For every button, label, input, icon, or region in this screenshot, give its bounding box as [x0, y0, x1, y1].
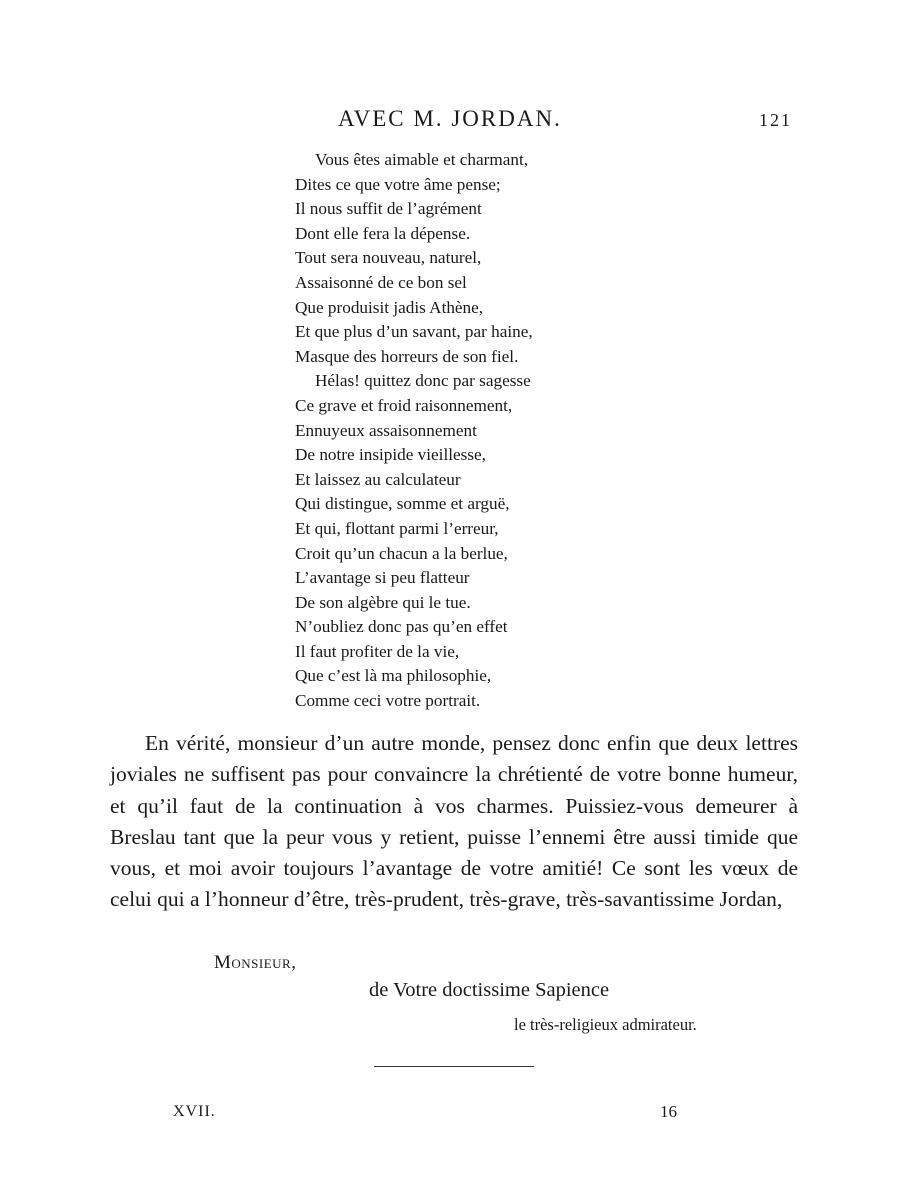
poem-line: N’oubliez donc pas qu’en effet [295, 617, 508, 637]
poem-line: Ce grave et froid raisonnement, [295, 395, 513, 415]
poem-line: Hélas! quittez donc par sagesse [315, 371, 531, 391]
poem-line: Il faut profiter de la vie, [295, 641, 460, 661]
page-number: 121 [759, 110, 792, 130]
poem-line: De son algèbre qui le tue. [295, 592, 471, 612]
closing-line: le très-religieux admirateur. [514, 1015, 697, 1034]
poem-line: Et laissez au calculateur [295, 469, 461, 489]
section-divider [374, 1066, 534, 1067]
poem-line: Dont elle fera la dépense. [295, 223, 471, 243]
poem-line: Ennuyeux assaisonnement [295, 420, 477, 440]
poem-line: Il nous suffit de l’agrément [295, 199, 482, 219]
poem-line: Croit qu’un chacun a la berlue, [295, 543, 508, 563]
closing-line: de Votre doctissime Sapience [369, 979, 610, 1001]
running-title: AVEC M. JORDAN. [338, 106, 562, 131]
poem-line: Que produisit jadis Athène, [295, 297, 484, 317]
poem [295, 148, 715, 714]
sheet-number: 16 [660, 1102, 677, 1121]
poem-line: Dites ce que votre âme pense; [295, 174, 501, 194]
body-paragraph: En vérité, monsieur d’un autre monde, pensez donc enfin que deux lettres joviales ne suffisent pas pour convaincre la chrétienté de votre bonne humeur, et qu’il faut de la continuation à vos charmes. Puissiez-vous demeurer à Breslau tant que la peur vous y retient, puisse l’ennemi être aussi timide que vous, et moi avoir toujours l’avantage de votre amitié! Ce sont les vœux de celui qui a l’honneur d’être, très-prudent, très-grave, très-savantissime Jordan, [110, 731, 798, 912]
poem-line: Et que plus d’un savant, par haine, [295, 322, 533, 342]
poem-line: Que c’est là ma philosophie, [295, 666, 492, 686]
poem-line: Masque des horreurs de son fiel. [295, 346, 519, 366]
signature-mark: XVII. [173, 1103, 216, 1120]
poem-line: Comme ceci votre portrait. [295, 691, 481, 711]
poem-line: Vous êtes aimable et charmant, [315, 150, 529, 169]
poem-line: Tout sera nouveau, naturel, [295, 248, 482, 268]
poem-line: Qui distingue, somme et arguë, [295, 494, 510, 514]
poem-line: Et qui, flottant parmi l’erreur, [295, 518, 499, 538]
poem-line: De notre insipide vieillesse, [295, 445, 486, 465]
poem-line: Assaisonné de ce bon sel [295, 272, 467, 292]
running-head [0, 106, 900, 136]
salutation: Monsieur, [214, 952, 297, 973]
poem-line: L’avantage si peu flatteur [295, 568, 470, 588]
